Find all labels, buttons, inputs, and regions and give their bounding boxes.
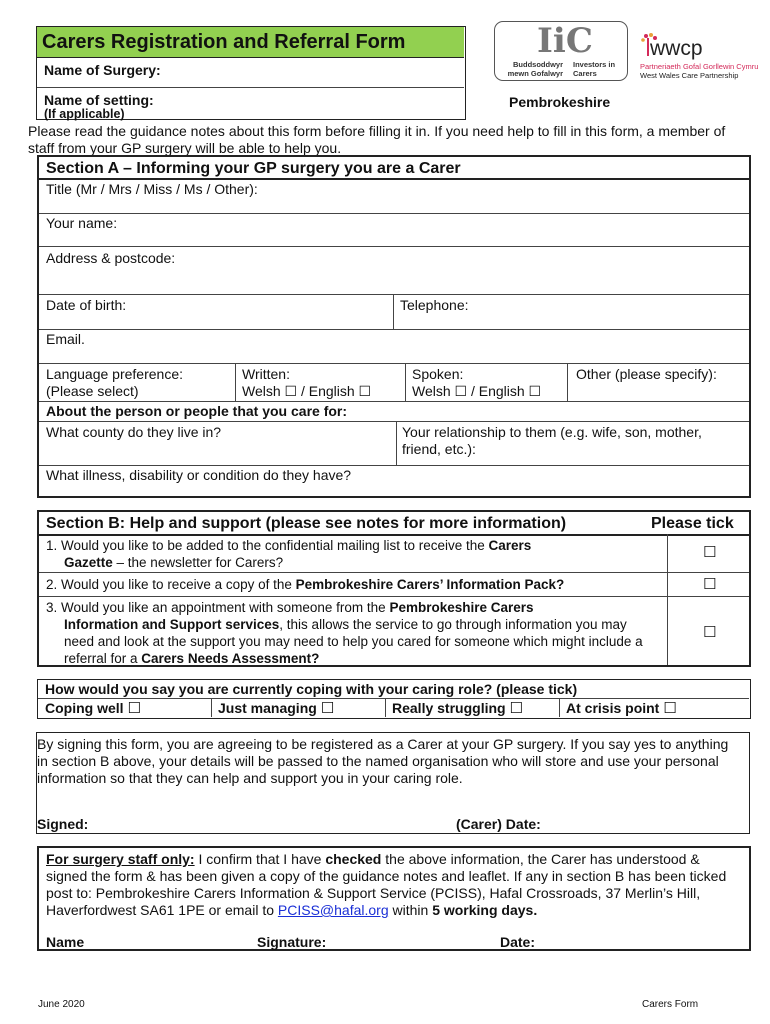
- address-label: Address & postcode:: [46, 250, 176, 266]
- carer-date-field[interactable]: [555, 810, 735, 832]
- written-label: Written:: [242, 366, 290, 382]
- language-note: (Please select): [46, 383, 139, 399]
- carer-date-label: (Carer) Date:: [456, 816, 541, 832]
- section-b-heading: Section B: Help and support (please see notes for more information): [46, 515, 567, 532]
- setting-label: Name of setting:: [44, 92, 154, 108]
- staff-text: For surgery staff only: I confirm that I have checked the above information, the Carer has understood & signed the form & has been given a copy of the guidance notes and leaflet. If any in section B has been ticked post to: Pembrokeshire Carers Information & Support Service (PCISS), Hafal Crossroads, 37 Merlin’s Hill, Haverfordwest SA61 1PE or email to PCISS@hafal.org within 5 working days.: [46, 851, 727, 918]
- iic-logo-mark: IiC: [537, 21, 593, 61]
- email-label: Email.: [46, 331, 85, 347]
- coping-box: [37, 679, 751, 719]
- q1-checkbox[interactable]: ☐: [703, 544, 717, 561]
- signed-label: Signed:: [37, 816, 89, 832]
- please-tick-heading: Please tick: [651, 515, 734, 532]
- coping-question: How would you say you are currently coping with your caring role? (please tick): [45, 681, 578, 697]
- other-language-label: Other (please specify):: [576, 366, 717, 382]
- name-label: Your name:: [46, 215, 118, 231]
- form-title: Carers Registration and Referral Form: [42, 31, 406, 53]
- coping-option-coping-well[interactable]: Coping well ☐: [45, 700, 141, 717]
- staff-box: [37, 846, 751, 951]
- section-a-heading: Section A – Informing your GP surgery you are a Carer: [46, 160, 461, 177]
- setting-name-field[interactable]: [185, 90, 455, 112]
- coping-option-just-managing[interactable]: Just managing ☐: [218, 700, 335, 717]
- surgery-name-field[interactable]: [185, 58, 455, 80]
- iic-logo: [494, 21, 628, 81]
- spoken-label: Spoken:: [412, 366, 464, 382]
- pciss-email-link[interactable]: PCISS@hafal.org: [277, 902, 389, 918]
- iic-english-text: Investors in Carers: [573, 60, 616, 78]
- title-label: Title (Mr / Mrs / Miss / Ms / Other):: [46, 181, 258, 197]
- surgery-label: Name of Surgery:: [44, 62, 161, 78]
- question-2: 2. Would you like to receive a copy of the Pembrokeshire Carers’ Information Pack?: [46, 577, 565, 592]
- q3-checkbox[interactable]: ☐: [703, 624, 717, 641]
- footer-title: Carers Form: [642, 999, 699, 1010]
- written-options[interactable]: Welsh ☐ / English ☐: [242, 383, 372, 399]
- wwcp-logo: [638, 32, 768, 82]
- phone-label: Telephone:: [400, 297, 469, 313]
- coping-option-really-struggling[interactable]: Really struggling ☐: [392, 700, 523, 717]
- staff-signature-label: Signature:: [257, 934, 327, 950]
- section-a: [37, 155, 751, 498]
- region-label: Pembrokeshire: [509, 94, 611, 110]
- section-b: [37, 510, 751, 667]
- spoken-options[interactable]: Welsh ☐ / English ☐: [412, 383, 542, 399]
- footer-date: June 2020: [38, 999, 85, 1010]
- staff-name-label: Name: [46, 934, 85, 950]
- question-3: 3. Would you like an appointment with someone from the Pembrokeshire Carers Information and Support services, this allows the service to go through information you may need and look at the support you may need to help you cared for someone which might include a referral for a Carers Needs Assessment?: [46, 600, 643, 666]
- wwcp-english-text: West Wales Care Partnership: [640, 71, 739, 80]
- q2-checkbox[interactable]: ☐: [703, 576, 717, 593]
- wwcp-wordmark: wwcp: [650, 37, 703, 60]
- consent-text: By signing this form, you are agreeing to be registered as a Carer at your GP surgery. If you say yes to anything in section B above, your details will be passed to the named organisation who will store and use your personal information so that they can help and support you in your caring role.: [37, 736, 729, 786]
- setting-note: (If applicable): [44, 107, 125, 121]
- signature-field[interactable]: [100, 810, 400, 832]
- county-label: What county do they live in?: [46, 424, 222, 440]
- relationship-label: Your relationship to them (e.g. wife, son, mother, friend, etc.):: [402, 424, 702, 457]
- language-label: Language preference:: [46, 366, 183, 382]
- dob-label: Date of birth:: [46, 297, 127, 313]
- intro-text: Please read the guidance notes about this form before filling it in. If you need help to fill in this form, a member of staff from your GP surgery will be able to help you.: [28, 123, 726, 156]
- illness-label: What illness, disability or condition do they have?: [46, 467, 352, 483]
- staff-date-label: Date:: [500, 934, 536, 950]
- coping-option-at-crisis-point[interactable]: At crisis point ☐: [566, 700, 677, 717]
- header-divider: [37, 87, 464, 88]
- wwcp-welsh-text: Partneriaeth Gofal Gorllewin Cymru: [640, 62, 759, 71]
- iic-welsh-text: Buddsoddwyr mewn Gofalwyr: [507, 60, 563, 78]
- question-1: 1. Would you like to be added to the confidential mailing list to receive the Carers Gazette – the newsletter for Carers?: [46, 538, 532, 570]
- about-heading: About the person or people that you care for:: [46, 403, 348, 419]
